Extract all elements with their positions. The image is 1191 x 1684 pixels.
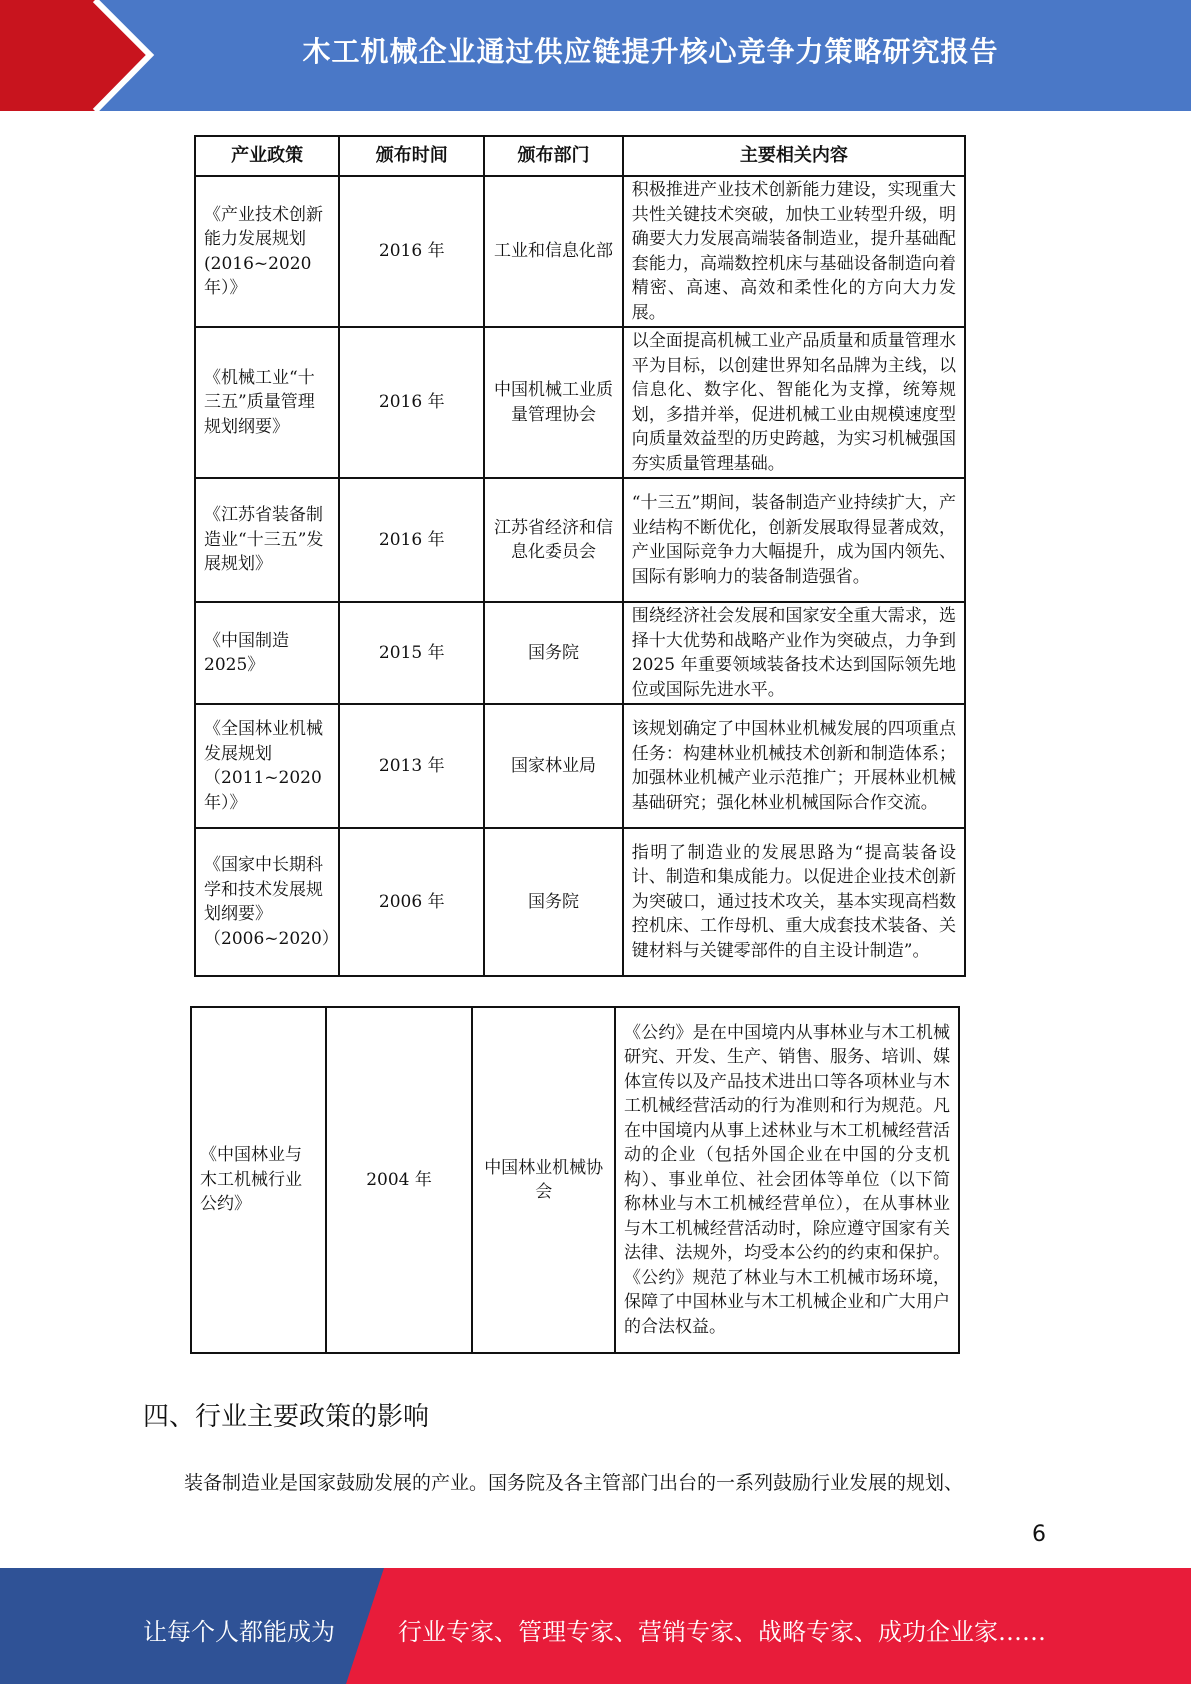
header-year: 颁布时间 (339, 136, 484, 176)
policy-content: 该规划确定了中国林业机械发展的四项重点任务：构建林业机械技术创新和制造体系；加强林业机械产业示范推广；开展林业机械基础研究；强化林业机械国际合作交流。 (623, 704, 965, 828)
policy-content: “十三五”期间，装备制造产业持续扩大，产业结构不断优化，创新发展取得显著成效，产业国际竞争力大幅提升，成为国内领先、国际有影响力的装备制造强省。 (623, 478, 965, 602)
policy-year: 2016 年 (339, 327, 484, 478)
table-row (195, 327, 965, 478)
header-red-chevron (0, 0, 150, 111)
policy-content: 积极推进产业技术创新能力建设，实现重大共性关键技术突破，加快工业转型升级，明确要大力发展高端装备制造业，提升基础配套能力，高端数控机床与基础设备制造向着精密、高速、高效和柔性化的方向大力发展。 (623, 176, 965, 327)
header-policy: 产业政策 (195, 136, 339, 176)
header-dept: 颁布部门 (484, 136, 623, 176)
page-number: 6 (1032, 1522, 1046, 1547)
footer-slogan-left: 让每个人都能成为 (143, 1618, 335, 1646)
body-paragraph: 装备制造业是国家鼓励发展的产业。国务院及各主管部门出台的一系列鼓励行业发展的规划、 (184, 1472, 964, 1494)
table-header-row (195, 136, 965, 176)
policy-year: 2004 年 (326, 1007, 473, 1353)
table-row (195, 704, 965, 828)
policy-name: 《江苏省装备制造业“十三五”发展规划》 (195, 478, 339, 602)
policy-name: 《国家中长期科学和技术发展规划纲要》（2006~2020） (195, 828, 339, 976)
policy-year: 2016 年 (339, 176, 484, 327)
policy-name: 《中国制造2025》 (195, 602, 339, 704)
policy-dept: 国务院 (484, 602, 623, 704)
policy-dept: 江苏省经济和信息化委员会 (484, 478, 623, 602)
table-row (195, 602, 965, 704)
table-row (195, 176, 965, 327)
policy-name: 《全国林业机械发展规划（2011~2020年）》 (195, 704, 339, 828)
page-header (0, 0, 1191, 111)
table-row (195, 478, 965, 602)
policy-dept: 中国林业机械协会 (472, 1007, 615, 1353)
table-row (191, 1007, 959, 1353)
policy-year: 2015 年 (339, 602, 484, 704)
policy-table (194, 135, 966, 977)
policy-dept: 国家林业局 (484, 704, 623, 828)
table-row (195, 828, 965, 976)
footer-slogan-right: 行业专家、管理专家、营销专家、战略专家、成功企业家…… (398, 1618, 1046, 1646)
report-title: 木工机械企业通过供应链提升核心竞争力策略研究报告 (302, 35, 999, 68)
section-heading: 四、行业主要政策的影响 (143, 1402, 430, 1432)
policy-content: 指明了制造业的发展思路为“提高装备设计、制造和集成能力。以促进企业技术创新为突破口，通过技术攻关，基本实现高档数控机床、工作母机、重大成套技术装备、关键材料与关键零部件的自主设计制造”。 (623, 828, 965, 976)
policy-name: 《产业技术创新能力发展规划(2016~2020年）》 (195, 176, 339, 327)
policy-content: 围绕经济社会发展和国家安全重大需求，选择十大优势和战略产业作为突破点，力争到 2025 年重要领域装备技术达到国际领先地位或国际先进水平。 (623, 602, 965, 704)
policy-year: 2013 年 (339, 704, 484, 828)
policy-dept: 国务院 (484, 828, 623, 976)
policy-year: 2006 年 (339, 828, 484, 976)
policy-name: 《机械工业“十三五”质量管理规划纲要》 (195, 327, 339, 478)
policy-dept: 中国机械工业质量管理协会 (484, 327, 623, 478)
policy-content: 《公约》是在中国境内从事林业与木工机械研究、开发、生产、销售、服务、培训、媒体宣传以及产品技术进出口等各项林业与木工机械经营活动的行为准则和行为规范。凡在中国境内从事上述林业与木工机械经营活动的企业（包括外国企业在中国的分支机构）、事业单位、社会团体等单位（以下简称林业与木工机械经营单位），在从事林业与木工机械经营活动时，除应遵守国家有关法律、法规外，均受本公约的约束和保护。《公约》规范了林业与木工机械市场环境，保障了中国林业与木工机械企业和广大用户的合法权益。 (615, 1007, 959, 1353)
policy-name: 《中国林业与木工机械行业公约》 (191, 1007, 326, 1353)
policy-year: 2016 年 (339, 478, 484, 602)
page-footer (0, 1568, 1191, 1684)
policy-dept: 工业和信息化部 (484, 176, 623, 327)
policy-table-continued (190, 1006, 960, 1354)
policy-content: 以全面提高机械工业产品质量和质量管理水平为目标，以创建世界知名品牌为主线，以信息化、数字化、智能化为支撑，统筹规划，多措并举，促进机械工业由规模速度型向质量效益型的历史跨越，为实习机械强国夯实质量管理基础。 (623, 327, 965, 478)
header-content: 主要相关内容 (623, 136, 965, 176)
